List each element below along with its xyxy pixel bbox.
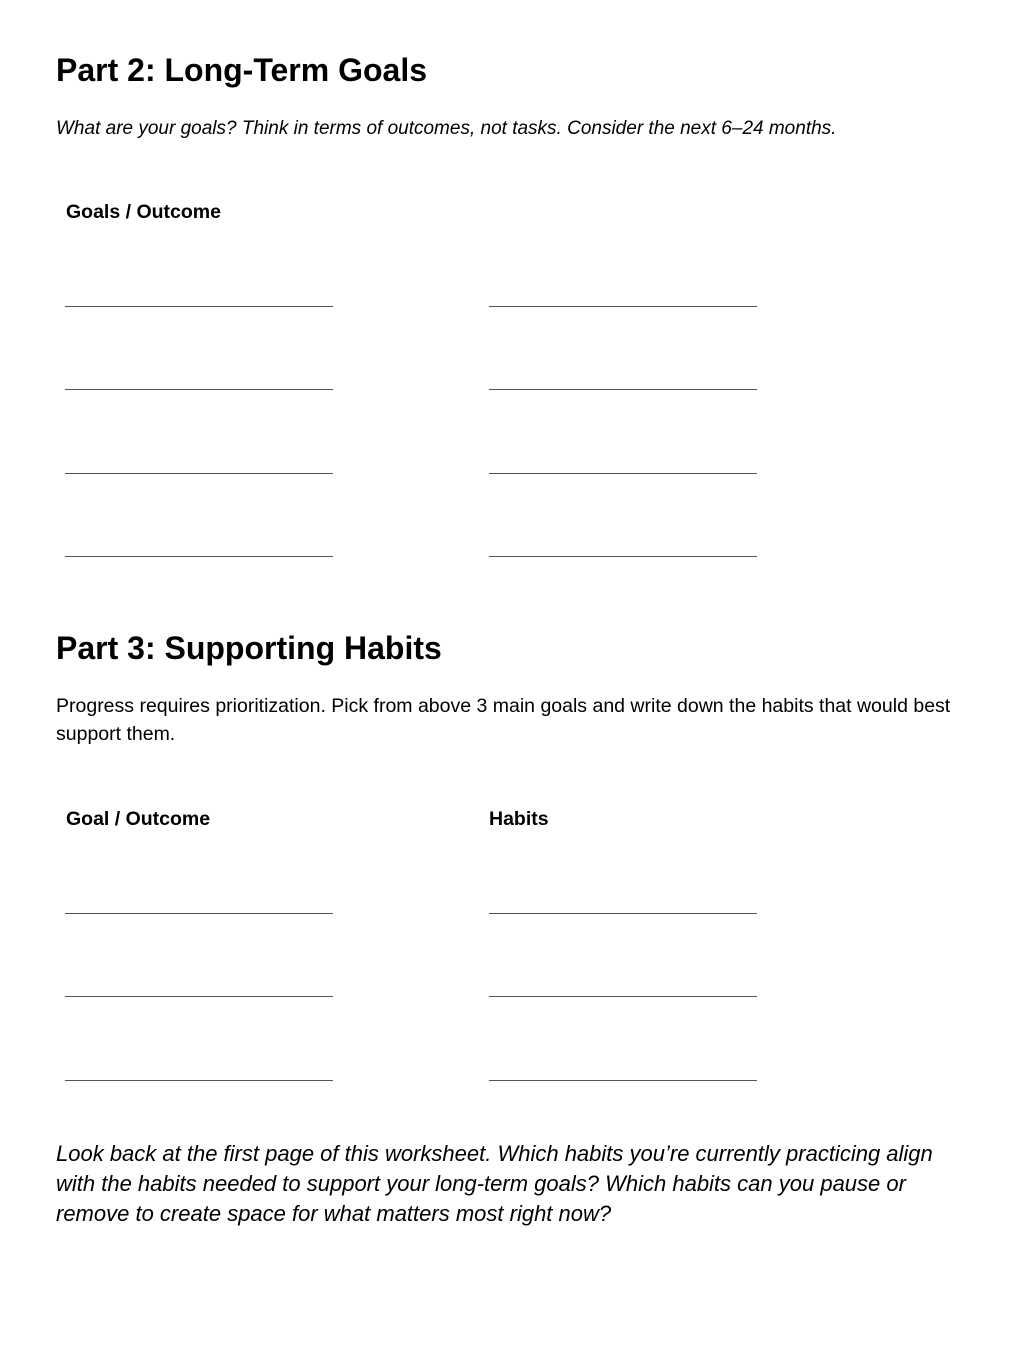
habit-blank-line[interactable] [489, 913, 757, 914]
goal-outcome-blank-line[interactable] [65, 996, 333, 997]
goal-blank-line[interactable] [489, 556, 757, 557]
goal-blank-line[interactable] [65, 389, 333, 390]
habits-header: Habits [489, 808, 549, 830]
goal-blank-line[interactable] [65, 556, 333, 557]
goal-blank-line[interactable] [65, 473, 333, 474]
goal-blank-line[interactable] [489, 389, 757, 390]
part3-title: Part 3: Supporting Habits [56, 630, 442, 666]
reflection-prompt: Look back at the first page of this worksheet. Which habits you’re currently practicing align with the habits needed to support your long-term goals? Which habits can you pause or remove to create space for what matters most right now? [56, 1141, 933, 1226]
habit-blank-line[interactable] [489, 1080, 757, 1081]
goals-outcome-header: Goals / Outcome [66, 201, 221, 223]
goal-blank-line[interactable] [489, 473, 757, 474]
goal-blank-line[interactable] [65, 306, 333, 307]
goal-outcome-blank-line[interactable] [65, 1080, 333, 1081]
part2-prompt: What are your goals? Think in terms of outcomes, not tasks. Consider the next 6–24 months. [56, 118, 837, 139]
goal-blank-line[interactable] [489, 306, 757, 307]
goal-outcome-header: Goal / Outcome [66, 808, 211, 830]
part2-title: Part 2: Long-Term Goals [56, 52, 428, 88]
part3-prompt: Progress requires prioritization. Pick from above 3 main goals and write down the habits that would best support them. [56, 695, 951, 745]
habit-blank-line[interactable] [489, 996, 757, 997]
goal-outcome-blank-line[interactable] [65, 913, 333, 914]
